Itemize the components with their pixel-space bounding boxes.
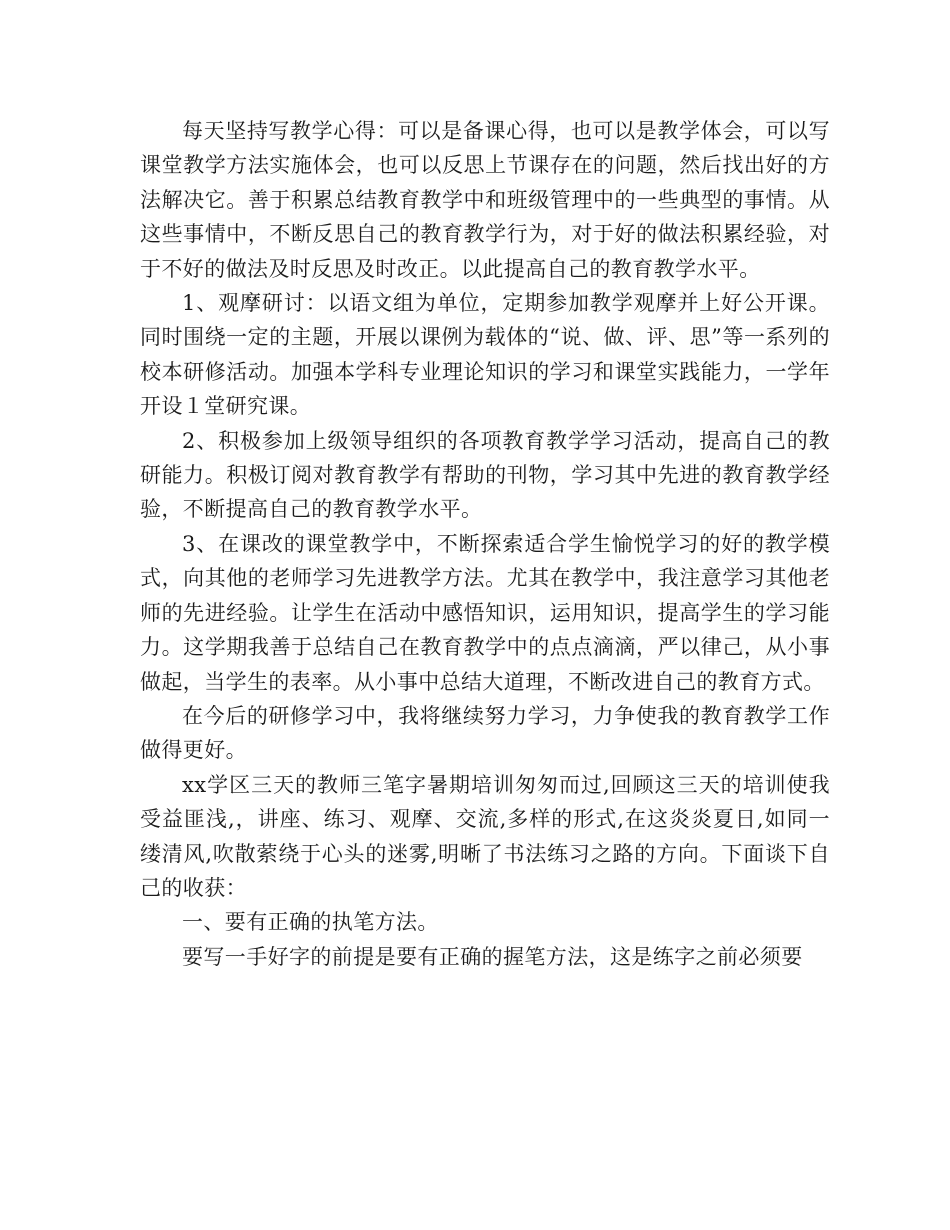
paragraph-4: 3、在课改的课堂教学中，不断探索适合学生愉悦学习的好的教学模式，向其他的老师学习先进教学方法。尤其在教学中，我注意学习其他老师的先进经验。让学生在活动中感悟知识，运用知识，提高学生的学习能力。这学期我善于总结自己在教育教学中的点点滴滴，严以律己，从小事做起，当学生的表率。从小事中总结大道理，不断改进自己的教育方式。 — [140, 531, 830, 694]
document-body — [140, 114, 830, 974]
paragraph-6: xx学区三天的教师三笔字暑期培训匆匆而过,回顾这三天的培训使我受益匪浅,，讲座、练习、观摩、交流,多样的形式,在这炎炎夏日,如同一缕清风,吹散萦绕于心头的迷雾,明晰了书法练习之路的方向。下面谈下自己的收获： — [140, 772, 830, 900]
paragraph-8: 要写一手好字的前提是要有正确的握笔方法，这是练字之前必须要 — [182, 944, 803, 969]
paragraph-1: 每天坚持写教学心得：可以是备课心得，也可以是教学体会，可以写课堂教学方法实施体会，也可以反思上节课存在的问题，然后找出好的方法解决它。善于积累总结教育教学中和班级管理中的一些典型的事情。从这些事情中，不断反思自己的教育教学行为，对于好的做法积累经验，对于不好的做法及时反思及时改正。以此提高自己的教育教学水平。 — [140, 119, 830, 281]
paragraph-2: 1、观摩研讨：以语文组为单位，定期参加教学观摩并上好公开课。同时围绕一定的主题，开展以课例为载体的“说、做、评、思”等一系列的校本研修活动。加强本学科专业理论知识的学习和课堂实践能力，一学年开设１堂研究课。 — [140, 291, 830, 419]
paragraph-7: 一、要有正确的执笔方法。 — [182, 910, 439, 935]
paragraph-3: 2、积极参加上级领导组织的各项教育教学学习活动，提高自己的教研能力。积极订阅对教育教学有帮助的刊物，学习其中先进的教育教学经验，不断提高自己的教育教学水平。 — [140, 428, 830, 522]
paragraph-5: 在今后的研修学习中，我将继续努力学习，力争使我的教育教学工作做得更好。 — [140, 703, 830, 763]
